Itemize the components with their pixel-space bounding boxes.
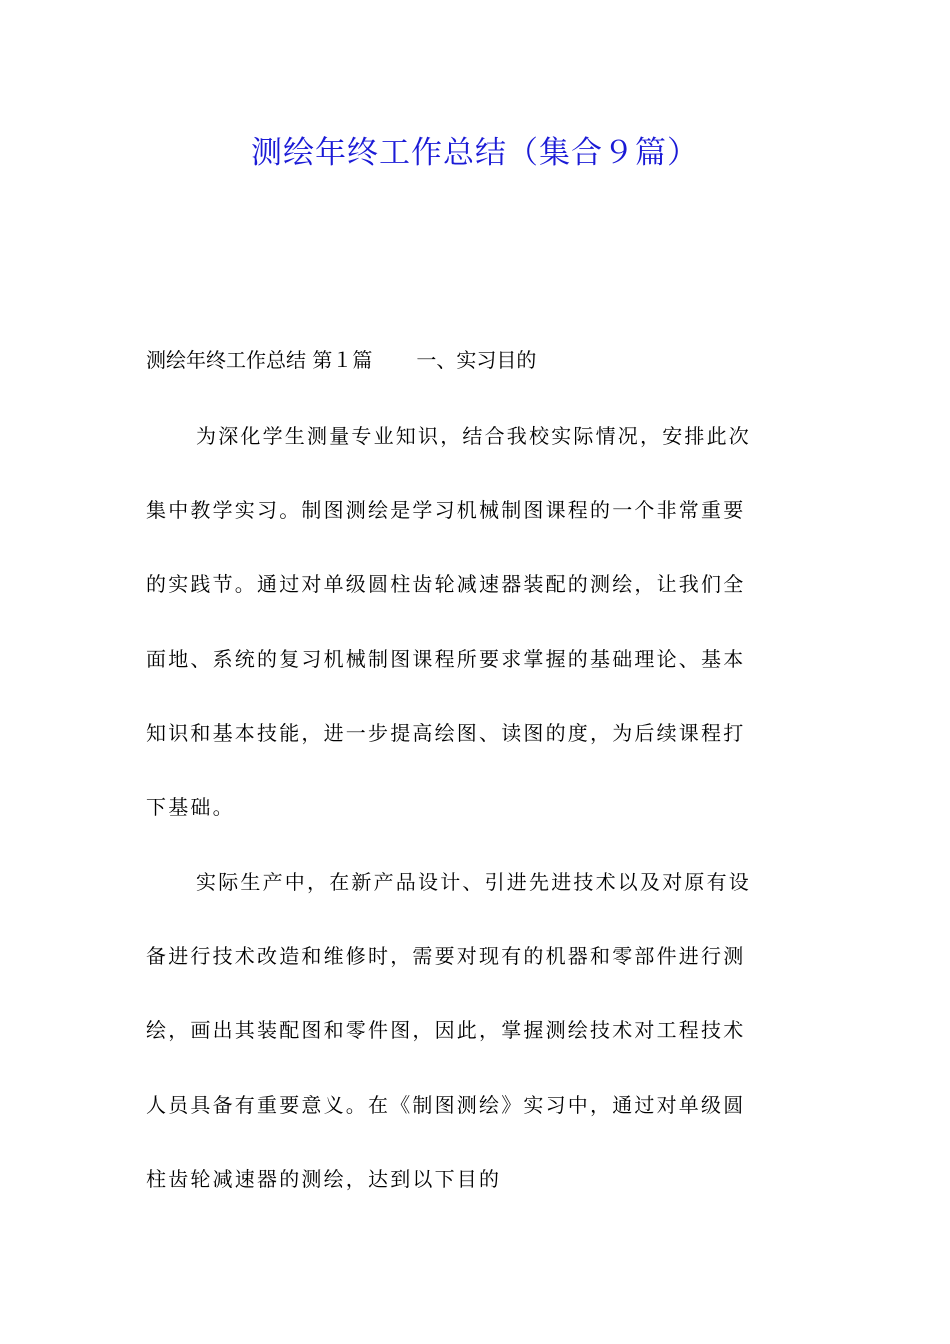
paragraph-1-line-3: 的实践节。通过对单级圆柱齿轮减速器装配的测绘，让我们全: [146, 572, 746, 596]
paragraph-1-line-6: 下基础。: [146, 795, 235, 819]
paragraph-1-line-2: 集中教学实习。制图测绘是学习机械制图课程的一个非常重要: [146, 498, 746, 522]
paragraph-2-line-1: 实际生产中，在新产品设计、引进先进技术以及对原有设: [196, 870, 751, 894]
document-title: 测绘年终工作总结（集合９篇）: [251, 135, 699, 171]
section-subheading: 一、实习目的: [416, 348, 537, 372]
paragraph-1-line-5: 知识和基本技能，进一步提高绘图、读图的度，为后续课程打: [146, 721, 746, 745]
paragraph-2-line-4: 人员具备有重要意义。在《制图测绘》实习中，通过对单级圆: [146, 1093, 746, 1117]
paragraph-2-line-3: 绘，画出其装配图和零件图，因此，掌握测绘技术对工程技术: [146, 1018, 746, 1042]
paragraph-2-line-2: 备进行技术改造和维修时，需要对现有的机器和零部件进行测: [146, 944, 746, 968]
section-heading-line: [146, 342, 536, 378]
paragraph-2-line-5: 柱齿轮减速器的测绘，达到以下目的: [146, 1167, 502, 1191]
paragraph-1-line-4: 面地、系统的复习机械制图课程所要求掌握的基础理论、基本: [146, 647, 746, 671]
section-heading: 测绘年终工作总结 第１篇: [146, 348, 373, 372]
paragraph-1-line-1: 为深化学生测量专业知识，结合我校实际情况，安排此次: [196, 424, 751, 448]
